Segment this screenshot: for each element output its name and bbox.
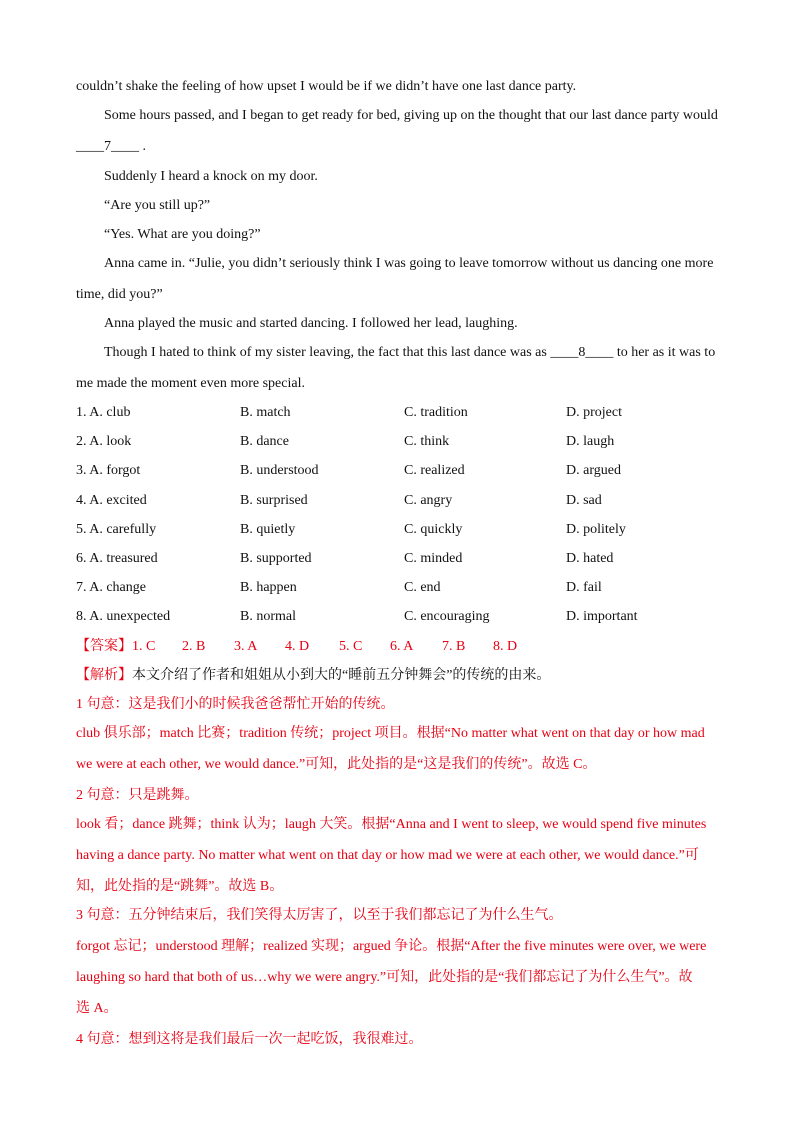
question-row [76, 403, 776, 423]
passage-line: Some hours passed, and I began to get ready for bed, giving up on the thought that our last dance party would [104, 108, 718, 123]
analysis-line: 4 句意：想到这将是我们最后一次一起吃饭，我很难过。 [76, 1032, 423, 1047]
option-b: B. normal [240, 609, 296, 624]
answer-item: 2. B [182, 639, 206, 654]
option-c: C. minded [404, 551, 463, 566]
answer-item: 7. B [442, 639, 466, 654]
analysis-line: having a dance party. No matter what went on that day or how mad we were at each other, we would dance.”可 [76, 848, 699, 863]
option-b: B. surprised [240, 493, 308, 508]
analysis-line: 选 A。 [76, 1001, 118, 1016]
question-row [76, 578, 776, 598]
option-b: B. match [240, 405, 291, 420]
answer-item: 5. C [339, 639, 363, 654]
option-a: 8. A. unexpected [76, 609, 171, 624]
option-d: D. fail [566, 580, 602, 595]
analysis-line: we were at each other, we would dance.”可知，此处指的是“这是我们的传统”。故选 C。 [76, 757, 597, 772]
option-d: D. laugh [566, 434, 615, 449]
option-d: D. argued [566, 463, 621, 478]
option-c: C. angry [404, 493, 453, 508]
analysis-line: 3 句意：五分钟结束后，我们笑得太厉害了，以至于我们都忘记了为什么生气。 [76, 908, 563, 923]
option-b: B. happen [240, 580, 297, 595]
passage-line: Suddenly I heard a knock on my door. [104, 169, 318, 184]
option-b: B. dance [240, 434, 289, 449]
passage-line: couldn’t shake the feeling of how upset I would be if we didn’t have one last dance party. [76, 79, 577, 94]
option-c: C. think [404, 434, 450, 449]
option-c: C. end [404, 580, 441, 595]
question-row [76, 461, 776, 481]
option-a: 5. A. carefully [76, 522, 157, 537]
option-a: 3. A. forgot [76, 463, 141, 478]
option-a: 7. A. change [76, 580, 146, 595]
passage-line: me made the moment even more special. [76, 376, 305, 391]
option-c: C. tradition [404, 405, 468, 420]
option-d: D. hated [566, 551, 614, 566]
question-row [76, 432, 776, 452]
option-b: B. supported [240, 551, 312, 566]
analysis-line: 2 句意：只是跳舞。 [76, 788, 199, 803]
option-b: B. understood [240, 463, 319, 478]
option-c: C. encouraging [404, 609, 490, 624]
option-d: D. sad [566, 493, 602, 508]
passage-line: time, did you?” [76, 287, 163, 302]
answer-item: 6. A [390, 639, 414, 654]
option-d: D. politely [566, 522, 626, 537]
option-a: 4. A. excited [76, 493, 147, 508]
question-row [76, 549, 776, 569]
answer-item: 8. D [493, 639, 518, 654]
passage-line: Anna played the music and started dancing. I followed her lead, laughing. [104, 316, 518, 331]
analysis-line: 1 句意：这是我们小的时候我爸爸帮忙开始的传统。 [76, 697, 395, 712]
analysis-line: laughing so hard that both of us…why we were angry.”可知，此处指的是“我们都忘记了为什么生气”。故 [76, 970, 693, 985]
analysis-intro: 【解析】本文介绍了作者和姐姐从小到大的“睡前五分钟舞会”的传统的由来。 [76, 668, 551, 683]
passage-line: Anna came in. “Julie, you didn’t seriously think I was going to leave tomorrow without us dancing one more [104, 256, 714, 271]
option-a: 1. A. club [76, 405, 131, 420]
option-a: 2. A. look [76, 434, 132, 449]
question-row [76, 520, 776, 540]
analysis-line: forgot 忘记；understood 理解；realized 实现；argued 争论。根据“After the five minutes were over, we were [76, 939, 707, 954]
passage-line: “Yes. What are you doing?” [104, 227, 261, 242]
option-c: C. quickly [404, 522, 463, 537]
analysis-line: club 俱乐部；match 比赛；tradition 传统；project 项目。根据“No matter what went on that day or how mad [76, 726, 705, 741]
analysis-line: 知，此处指的是“跳舞”。故选 B。 [76, 879, 284, 894]
option-a: 6. A. treasured [76, 551, 158, 566]
answer-item: 4. D [285, 639, 310, 654]
answer-label: 【答案】1. C [76, 639, 156, 654]
option-d: D. important [566, 609, 638, 624]
question-row [76, 607, 776, 627]
passage-line: “Are you still up?” [104, 198, 211, 213]
option-d: D. project [566, 405, 622, 420]
option-b: B. quietly [240, 522, 296, 537]
passage-line: ____7____ . [76, 139, 146, 154]
answer-item: 3. A [234, 639, 258, 654]
option-c: C. realized [404, 463, 465, 478]
question-row [76, 491, 776, 511]
analysis-line: look 看；dance 跳舞；think 认为；laugh 大笑。根据“Anna and I went to sleep, we would spend five minutes [76, 817, 707, 832]
passage-line: Though I hated to think of my sister leaving, the fact that this last dance was as ____8____ to her as it was to [104, 345, 716, 360]
